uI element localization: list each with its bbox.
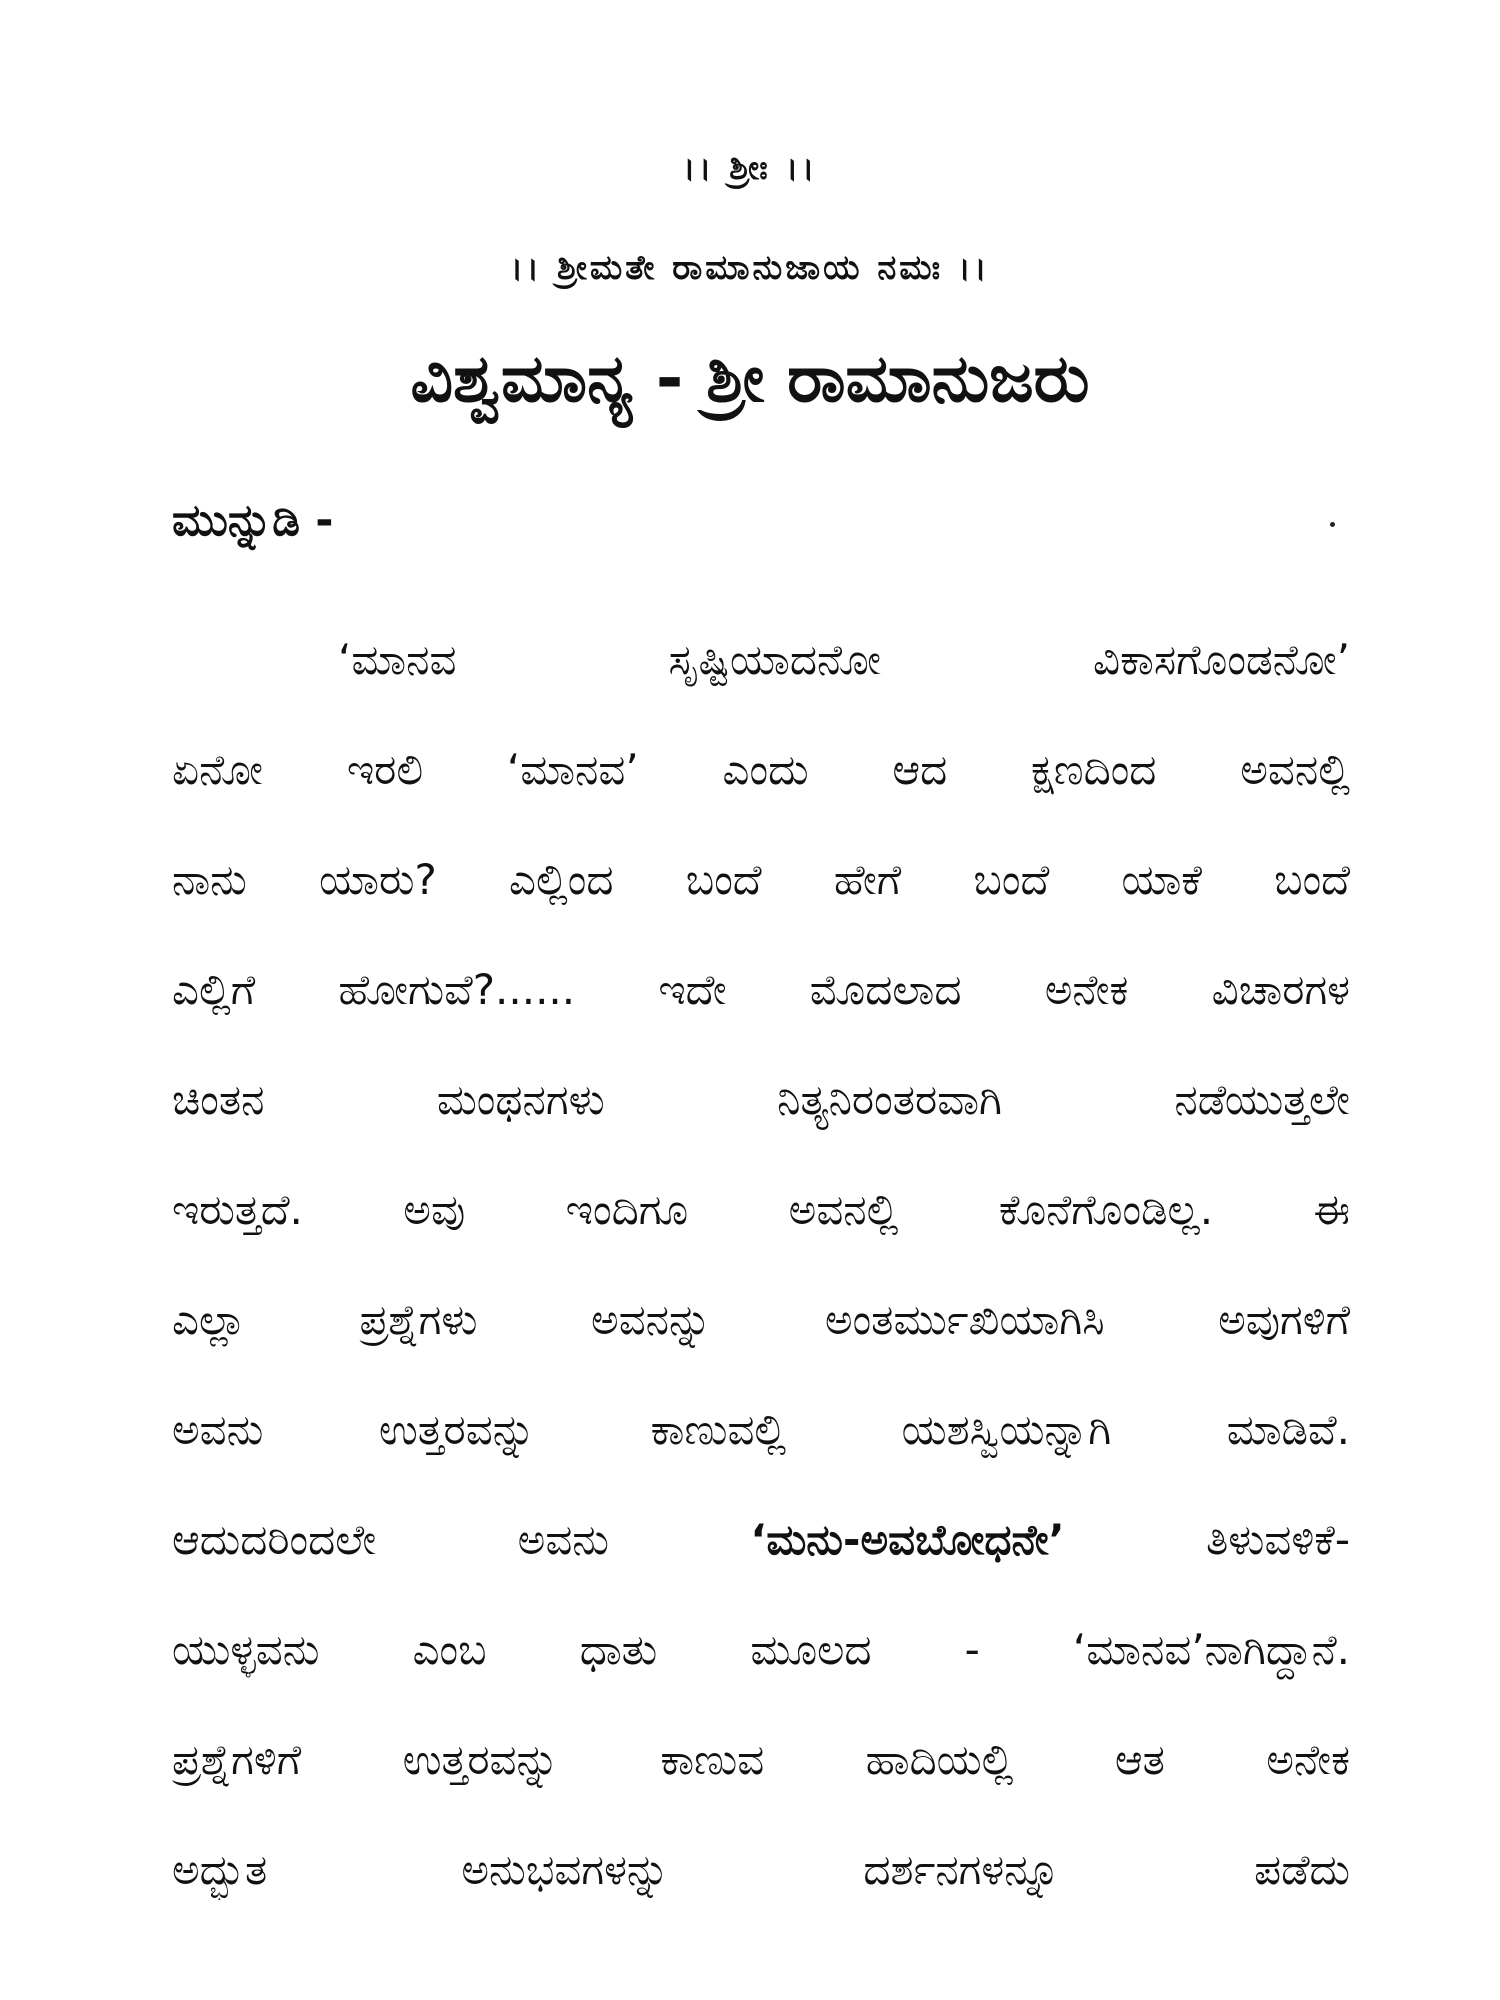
paragraph-line-3: ನಾನು ಯಾರು? ಎಲ್ಲಿಂದ ಬಂದೆ ಹೇಗೆ ಬಂದೆ ಯಾಕೆ ಬಂದೆ [172,855,1350,904]
bold-phrase-manu-avabodhane: ‘ಮನು-ಅವಬೋಧನೇ’ [750,1515,1065,1564]
invocation-ramanuja: ।। ಶ್ರೀಮತೇ ರಾಮಾನುಜಾಯ ನಮಃ ।। [510,248,990,288]
paragraph-line-6: ಇರುತ್ತದೆ. ಅವು ಇಂದಿಗೂ ಅವನಲ್ಲಿ ಕೊನೆಗೊಂಡಿಲ್ಲ. ಈ [172,1185,1350,1234]
line-9-end: ತಿಳುವಳಿಕೆ- [1064,1515,1350,1564]
invocation-shrih: ।। ಶ್ರೀಃ ।। [682,148,818,188]
paragraph-line-5: ಚಿಂತನ ಮಂಥನಗಳು ನಿತ್ಯನಿರಂತರವಾಗಿ ನಡೆಯುತ್ತಲೇ [172,1075,1350,1124]
paragraph-line-12: ಅದ್ಭುತ ಅನುಭವಗಳನ್ನು ದರ್ಶನಗಳನ್ನೂ ಪಡೆದು [172,1845,1350,1894]
paragraph-line-1: ‘ಮಾನವ ಸೃಷ್ಟಿಯಾದನೋ ವಿಕಾಸಗೊಂಡನೋ’ [338,635,1350,684]
paragraph-line-4: ಎಲ್ಲಿಗೆ ಹೋಗುವೆ?...... ಇದೇ ಮೊದಲಾದ ಅನೇಕ ವಿಚಾರಗಳ [172,965,1350,1014]
paragraph-line-8: ಅವನು ಉತ್ತರವನ್ನು ಕಾಣುವಲ್ಲಿ ಯಶಸ್ವಿಯನ್ನಾಗಿ ಮಾಡಿವೆ. [172,1405,1350,1454]
paragraph-line-7: ಎಲ್ಲಾ ಪ್ರಶ್ನೆಗಳು ಅವನನ್ನು ಅಂತರ್ಮುಖಿಯಾಗಿಸಿ ಅವುಗಳಿಗೆ [172,1295,1350,1344]
paragraph-line-11: ಪ್ರಶ್ನೆಗಳಿಗೆ ಉತ್ತರವನ್ನು ಕಾಣುವ ಹಾದಿಯಲ್ಲಿ ಆತ ಅನೇಕ [172,1735,1350,1784]
print-speck [1330,522,1335,527]
paragraph-line-2: ಏನೋ ಇರಲಿ ‘ಮಾನವ’ ಎಂದು ಆದ ಕ್ಷಣದಿಂದ ಅವನಲ್ಲಿ [172,745,1350,794]
page-title: ವಿಶ್ವಮಾನ್ಯ - ಶ್ರೀ ರಾಮಾನುಜರು [410,340,1090,417]
paragraph-line-10: ಯುಳ್ಳವನು ಎಂಬ ಧಾತು ಮೂಲದ - ‘ಮಾನವ’ನಾಗಿದ್ದಾನೆ. [172,1625,1350,1674]
line-9-start: ಆದುದರಿಂದಲೇ ಅವನು [172,1515,751,1564]
paragraph-line-9 [172,1510,1350,1570]
section-heading-preface: ಮುನ್ನುಡಿ - [172,495,334,546]
